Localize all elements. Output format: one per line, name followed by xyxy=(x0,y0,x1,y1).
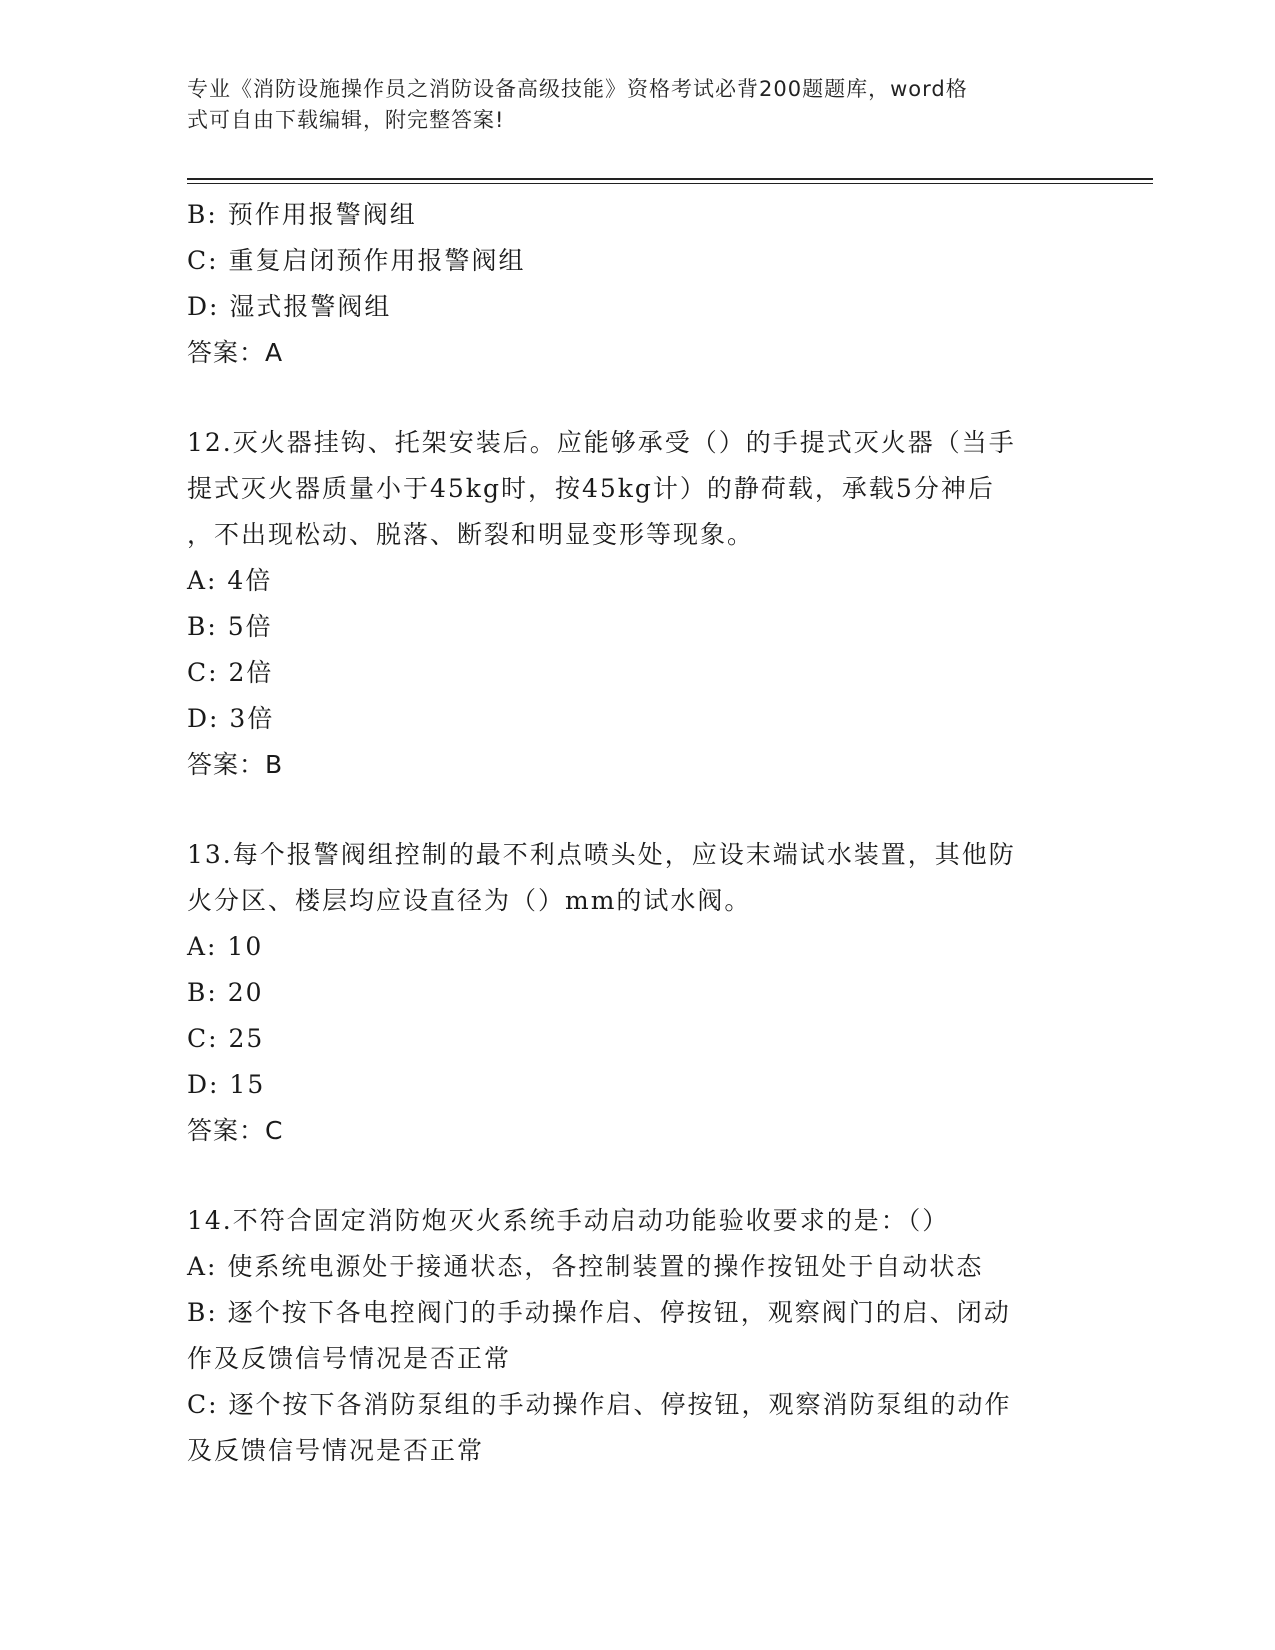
option-c: C: 25 xyxy=(187,1024,265,1053)
option-c: C: 2倍 xyxy=(187,658,274,687)
question-text-line: 火分区、楼层均应设直径为（）mm的试水阀。 xyxy=(187,886,752,915)
question-text-line: 提式灭火器质量小于45kg时，按45kg计）的静荷载，承载5分神后 xyxy=(187,474,995,503)
header-title-line-2: 式可自由下载编辑，附完整答案! xyxy=(187,108,505,132)
option-b: B: 20 xyxy=(187,978,264,1007)
header-rule-thin xyxy=(187,183,1153,184)
question-13 xyxy=(187,832,1077,1154)
document-body xyxy=(187,192,1077,1474)
header-rule-thick xyxy=(187,178,1153,180)
option-d: D: 湿式报警阀组 xyxy=(187,292,392,321)
option-b: B: 5倍 xyxy=(187,612,273,641)
option-a: A: 10 xyxy=(187,932,264,961)
option-c: C: 重复启闭预作用报警阀组 xyxy=(187,246,526,275)
question-text-line: 13.每个报警阀组控制的最不利点喷头处，应设末端试水装置，其他防 xyxy=(187,840,1016,869)
option-c-continued: 及反馈信号情况是否正常 xyxy=(187,1436,485,1465)
question-14 xyxy=(187,1198,1077,1474)
answer-line: 答案：C xyxy=(187,1116,284,1145)
header-title-line-1: 专业《消防设施操作员之消防设备高级技能》资格考试必背200题题库，word格 xyxy=(187,77,968,101)
option-a: A: 4倍 xyxy=(187,566,273,595)
document-header xyxy=(187,74,1067,136)
option-a: A: 使系统电源处于接通状态，各控制装置的操作按钮处于自动状态 xyxy=(187,1252,984,1281)
option-b: B: 预作用报警阀组 xyxy=(187,200,417,229)
option-b: B: 逐个按下各电控阀门的手动操作启、停按钮，观察阀门的启、闭动 xyxy=(187,1298,1011,1327)
question-text-line: 14.不符合固定消防炮灭火系统手动启动功能验收要求的是：（） xyxy=(187,1206,950,1235)
prev-question-block xyxy=(187,192,1077,376)
question-12 xyxy=(187,420,1077,788)
option-d: D: 3倍 xyxy=(187,704,275,733)
option-c: C: 逐个按下各消防泵组的手动操作启、停按钮，观察消防泵组的动作 xyxy=(187,1390,1012,1419)
option-b-continued: 作及反馈信号情况是否正常 xyxy=(187,1344,512,1373)
option-d: D: 15 xyxy=(187,1070,266,1099)
answer-line: 答案：B xyxy=(187,750,284,779)
answer-line: 答案：A xyxy=(187,338,284,367)
question-text-line: ，不出现松动、脱落、断裂和明显变形等现象。 xyxy=(187,520,755,549)
question-text-line: 12.灭火器挂钩、托架安装后。应能够承受（）的手提式灭火器（当手 xyxy=(187,428,1016,457)
